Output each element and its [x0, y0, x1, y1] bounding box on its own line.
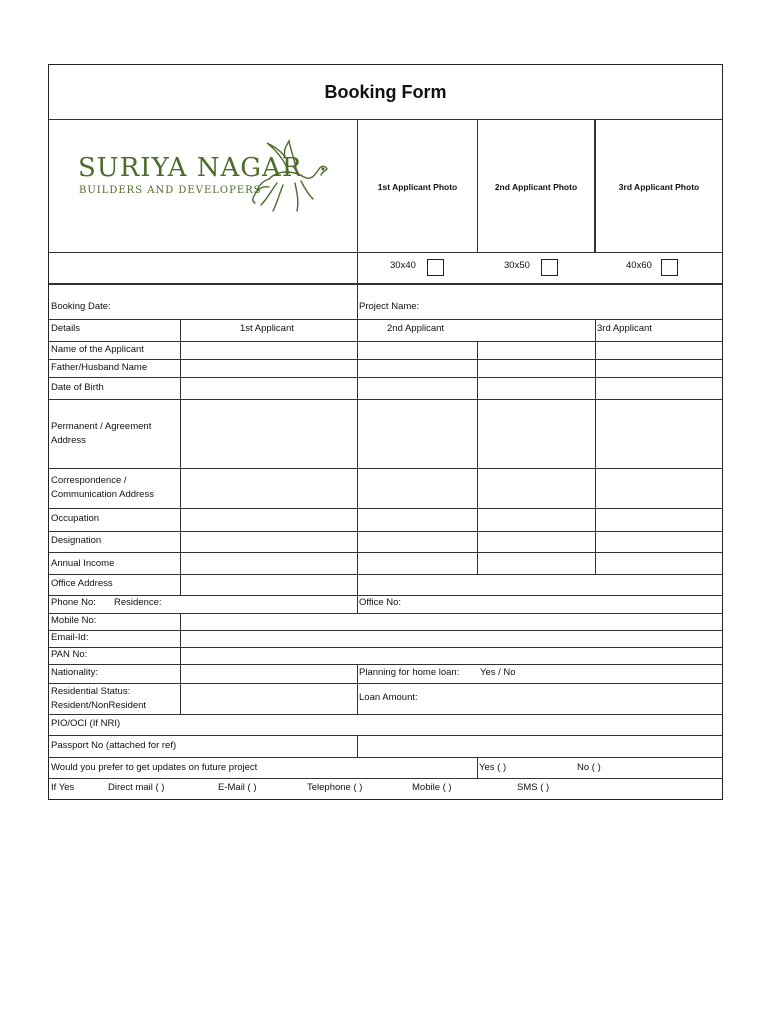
field-mobile: Mobile No:: [51, 615, 97, 626]
photo-size-3: 40x60: [626, 260, 652, 271]
field-home-loan: Planning for home loan:: [359, 667, 460, 678]
field-phone: Phone No:: [51, 597, 96, 608]
field-income: Annual Income: [51, 558, 115, 569]
telephone-option[interactable]: Telephone ( ): [307, 782, 363, 793]
pegasus-logo-icon: [249, 139, 334, 219]
photo-size-3-checkbox[interactable]: [661, 259, 678, 276]
field-correspondence-address: Correspondence / Communication Address: [51, 475, 154, 500]
field-office-no: Office No:: [359, 597, 402, 608]
sms-option[interactable]: SMS ( ): [517, 782, 550, 793]
field-name: Name of the Applicant: [51, 344, 144, 355]
field-nationality: Nationality:: [51, 667, 98, 678]
details-header: Details: [51, 323, 81, 334]
field-pio: PIO/OCI (If NRI): [51, 718, 121, 729]
field-office-address: Office Address: [51, 578, 113, 589]
field-father: Father/Husband Name: [51, 362, 148, 373]
divider: [49, 119, 722, 120]
photo-size-2: 30x50: [504, 260, 530, 271]
photo-size-2-checkbox[interactable]: [541, 259, 558, 276]
field-dob: Date of Birth: [51, 382, 104, 393]
company-logo-name: SURIYA NAGAR: [78, 153, 303, 183]
field-passport: Passport No (attached for ref): [51, 740, 177, 751]
field-pan: PAN No:: [51, 649, 88, 660]
direct-mail-option[interactable]: Direct mail ( ): [108, 782, 165, 793]
applicant-1-header: 1st Applicant: [240, 323, 294, 334]
photo-slot-1[interactable]: 1st Applicant Photo: [377, 181, 458, 192]
photo-size-1-checkbox[interactable]: [427, 259, 444, 276]
field-permanent-address: Permanent / Agreement Address: [51, 421, 152, 446]
if-yes-label: If Yes: [51, 782, 75, 793]
applicant-3-header: 3rd Applicant: [597, 323, 652, 334]
booking-form: [48, 64, 723, 800]
field-occupation: Occupation: [51, 513, 100, 524]
field-residence: Residence:: [114, 597, 162, 608]
field-designation: Designation: [51, 535, 102, 546]
field-updates: Would you prefer to get updates on future project: [51, 762, 258, 773]
photo-size-1: 30x40: [390, 260, 416, 271]
email-option[interactable]: E-Mail ( ): [218, 782, 257, 793]
company-logo-tagline: BUILDERS AND DEVELOPERS: [79, 185, 262, 196]
field-loan-amount: Loan Amount:: [359, 692, 418, 703]
updates-yes-option[interactable]: Yes ( ): [479, 762, 507, 773]
field-residential-status: Residential Status: Resident/NonResident: [51, 686, 147, 711]
photo-slot-3[interactable]: 3rd Applicant Photo: [618, 181, 700, 192]
field-email: Email-Id:: [51, 632, 89, 643]
form-title: Booking Form: [324, 81, 447, 102]
booking-date-label: Booking Date:: [51, 301, 111, 312]
mobile-option[interactable]: Mobile ( ): [412, 782, 452, 793]
applicant-2-header: 2nd Applicant: [387, 323, 445, 334]
photo-slot-2[interactable]: 2nd Applicant Photo: [494, 181, 578, 192]
updates-no-option[interactable]: No ( ): [577, 762, 601, 773]
project-name-label: Project Name:: [359, 301, 420, 312]
home-loan-options[interactable]: Yes / No: [480, 667, 516, 678]
